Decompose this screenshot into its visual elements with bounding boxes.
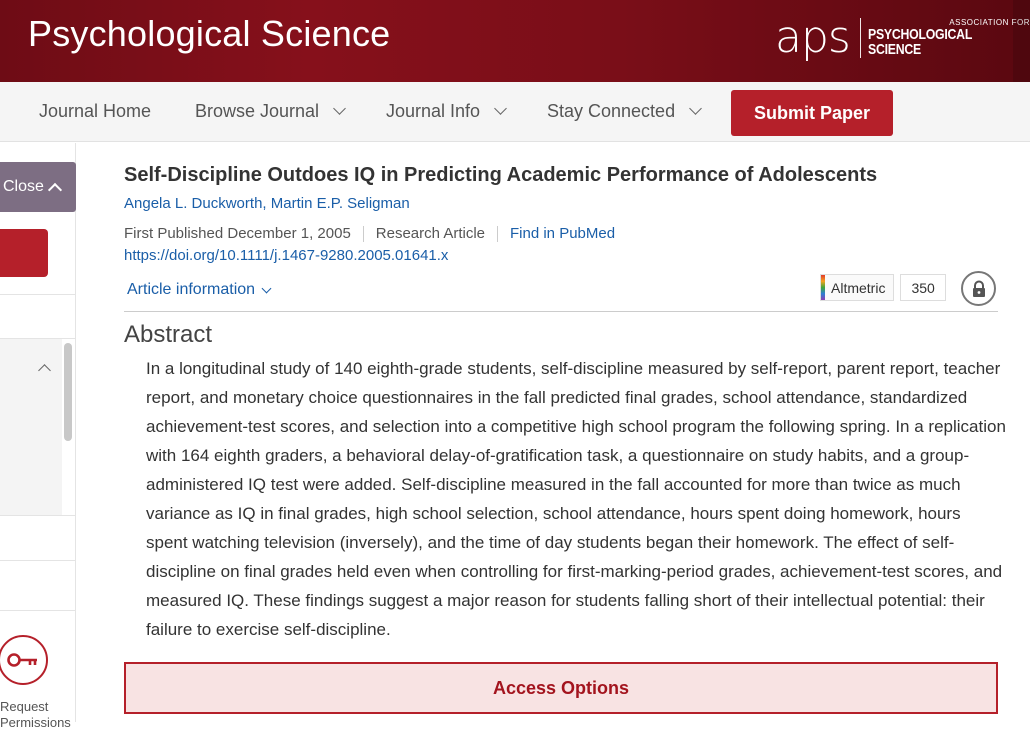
- aps-logo-text: [868, 19, 1030, 57]
- close-label: Close: [3, 178, 44, 195]
- request-permissions-label[interactable]: Request Permissions: [0, 699, 71, 731]
- divider: [0, 610, 76, 611]
- sidebar-action-button[interactable]: [0, 229, 48, 277]
- aps-logo-mark: aps: [775, 12, 850, 63]
- site-header: [0, 0, 1030, 82]
- nav-journal-info[interactable]: [386, 101, 505, 122]
- nav-label: Stay Connected: [547, 101, 676, 121]
- pubmed-link[interactable]: Find in PubMed: [510, 225, 616, 242]
- chevron-down-icon: [689, 102, 702, 115]
- nav-stay-connected[interactable]: [547, 101, 700, 122]
- sidebar-close-button[interactable]: [0, 162, 76, 212]
- author-link[interactable]: Martin E.P. Seligman: [270, 195, 410, 212]
- nav-label: Journal Info: [386, 101, 481, 121]
- article-type: Research Article: [375, 225, 485, 242]
- submit-paper-button[interactable]: Submit Paper: [731, 90, 893, 136]
- author-separator: ,: [262, 195, 271, 212]
- sidebar-panel: [0, 339, 62, 515]
- nav-browse-journal[interactable]: [195, 101, 344, 122]
- main-nav: [0, 82, 1030, 142]
- article-information-toggle[interactable]: [127, 281, 270, 299]
- sidebar-scrollbar[interactable]: [64, 343, 72, 441]
- altmetric-label: [820, 274, 894, 301]
- divider: [497, 226, 498, 242]
- access-options-label: Access Options: [492, 677, 630, 698]
- author-link[interactable]: Angela L. Duckworth: [124, 195, 263, 212]
- altmetric-badge[interactable]: [820, 274, 946, 301]
- chevron-down-icon: [262, 283, 272, 293]
- divider: [0, 294, 76, 295]
- author-list: [124, 195, 410, 212]
- article-title: Self-Discipline Outdoes IQ in Predicting Academic Performance of Adolescents: [124, 164, 878, 186]
- access-options-button[interactable]: [124, 662, 998, 714]
- aps-logo-big: PSYCHOLOGICAL SCIENCE: [867, 26, 972, 58]
- nav-label: Browse Journal: [195, 101, 320, 121]
- access-lock-button[interactable]: [961, 271, 996, 306]
- abstract-text: In a longitudinal study of 140 eighth-grade students, self-discipline measured by self-report, parent report, teacher report, and monetary choice questionnaires in the fall predicted final grades, school attendance, standardized achievement-test scores, and selection into a competitive high school program the following spring. In a replication with 164 eighth graders, a behavioral delay-of-gratification task, a questionnaire on study habits, and a group-administered IQ test were added. Self-discipline measured in the fall accounted for more than twice as much variance as IQ in final grades, high school selection, school attendance, hours spent doing homework, hours spent watching television (inversely), and the time of day students began their homework. The effect of self-discipline on final grades held even when controlling for first-marking-period grades, achievement-test scores, and measured IQ. These findings suggest a major reason for students falling short of their intellectual potential: their failure to exercise self-discipline.: [146, 359, 1006, 639]
- abstract-heading: Abstract: [124, 321, 213, 348]
- chevron-down-icon: [333, 102, 346, 115]
- divider: [0, 515, 76, 516]
- altmetric-label-text: Altmetric: [831, 279, 886, 296]
- divider: [0, 560, 76, 561]
- nav-journal-home[interactable]: [39, 101, 151, 122]
- left-sidebar: [0, 143, 76, 731]
- nav-label: Journal Home: [39, 101, 152, 121]
- key-icon: [6, 651, 40, 669]
- aps-logo[interactable]: [775, 14, 1030, 62]
- request-permissions-button[interactable]: [0, 635, 48, 685]
- chevron-down-icon: [494, 102, 507, 115]
- doi-link[interactable]: https://doi.org/10.1111/j.1467-9280.2005.01641.x: [124, 247, 449, 264]
- altmetric-score: 350: [900, 274, 945, 301]
- article-meta: [124, 225, 615, 242]
- divider: [124, 311, 998, 312]
- lock-icon: [971, 280, 987, 298]
- chevron-up-icon: [48, 183, 62, 197]
- page-scrollbar[interactable]: [1013, 0, 1030, 82]
- publication-date: First Published December 1, 2005: [124, 225, 351, 242]
- journal-title[interactable]: Psychological Science: [28, 13, 391, 54]
- article-information-label: Article information: [127, 281, 256, 298]
- divider: [363, 226, 364, 242]
- logo-divider: [860, 18, 861, 58]
- aps-logo-small: ASSOCIATION FOR: [949, 18, 1030, 27]
